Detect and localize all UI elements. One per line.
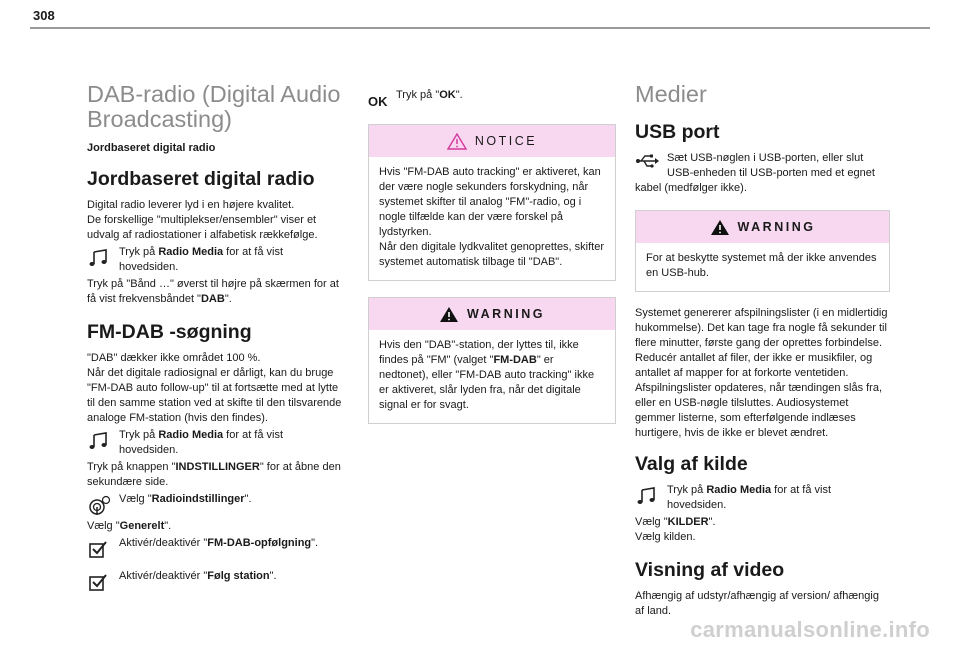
paragraph: Når det digitale radiosignal er dårligt, kan du bruge "FM-DAB auto follow-up" til at fortsætte med at lytte til den samme station ved at skifte til den tilsvarende analoge FM-station (hvis den findes). [87, 367, 342, 424]
warning-title: WARNING [467, 307, 545, 321]
column-media [635, 82, 890, 619]
text: Tryk på knappen " [87, 461, 176, 473]
step-bold: Radio Media [706, 484, 772, 496]
text: ". [224, 293, 232, 305]
column-dab-radio [87, 82, 342, 586]
paragraph: "DAB" dækker ikke området 100 %. [87, 352, 261, 364]
text: Vælg " [635, 516, 668, 528]
paragraph [635, 515, 890, 530]
text: Tryk på "Bånd …" øverst til højre på skærmen for at få vist frekvensbåndet " [87, 278, 339, 305]
column-notes [368, 86, 616, 424]
paragraph: Afspilningslister opdateres, når tændingen slås fra, eller en USB-nøgle tilsluttes. Audiosystemet gemmer listerne, som efterfølgende indlæses hurtigere, hvis de ikke er blevet ændret. [635, 382, 883, 439]
step-text: ". [455, 89, 463, 101]
warning-body [369, 330, 615, 423]
usb-instruction [635, 151, 890, 196]
step-radio-media-2 [87, 428, 342, 458]
music-note-icon [87, 430, 113, 452]
step-follow-station [87, 569, 342, 584]
page-title: DAB-radio (Digital Audio Broadcasting) [87, 81, 341, 132]
text: Vælg " [87, 520, 120, 532]
paragraph: Afhængig af udstyr/afhængig af version/ afhængig af land. [635, 590, 879, 617]
usb-text: Sæt USB-nøglen i USB-porten, eller slut USB-enheden til USB-porten med et egnet kabel (medfølger ikke). [635, 152, 875, 194]
step-text: for at få vist hovedsiden. [119, 429, 284, 456]
warning-header [636, 211, 889, 243]
paragraph: Vælg kilden. [635, 531, 696, 543]
text: " for at åbne den sekundære side. [87, 461, 341, 488]
warning-bold: FM-DAB [493, 354, 537, 366]
checkbox-icon [87, 538, 113, 560]
paragraph: De forskellige "multiplekser/ensembler" viser et udvalg af radiostationer i alfabetisk rækkefølge. [87, 214, 318, 241]
warning-text: Hvis den "DAB"-station, der lyttes til, ikke findes på "FM" (valget " [379, 339, 579, 366]
step-radio-media [87, 245, 342, 275]
notice-text: Hvis "FM-DAB auto tracking" er aktiveret, kan der være nogle sekunders forskydning, når systemet skifter til analog "FM"-radio, og i nogle tilfælde kan der være forskel på lydstyrken. [379, 166, 601, 238]
section-heading-fm-dab: FM-DAB -søgning [87, 321, 252, 343]
warning-title: WARNING [737, 220, 816, 234]
paragraph: Digital radio leverer lyd i en højere kvalitet. [87, 199, 295, 211]
section-heading-usb: USB port [635, 121, 720, 143]
radio-settings-icon [87, 494, 113, 516]
step-bold: Følg station [207, 570, 270, 582]
step-text: Aktivér/deaktivér " [119, 537, 208, 549]
text-bold: DAB [200, 293, 225, 305]
step-text: Tryk på " [396, 89, 440, 101]
notice-box [368, 124, 616, 281]
text: ". [708, 516, 716, 528]
step-text: for at få vist hovedsiden. [119, 246, 284, 273]
paragraph: Reducér antallet af filer, der ikke er musikfiler, og antallet af mapper for at forkorte ventetiden. [635, 352, 873, 379]
notice-body [369, 157, 615, 280]
step-bold: Radioindstillinger [151, 493, 245, 505]
paragraph: Systemet genererer afspilningslister (i en midlertidig hukommelse). Det kan tage fra nogle få sekunder til flere minutter, første gang der oprettes forbindelse. [635, 307, 888, 349]
warning-text: " er nedtonet), eller "FM-DAB auto tracking" ikke er aktiveret, slår lyden fra, når det digitale signal er for svagt. [379, 354, 595, 411]
checkbox-icon [87, 571, 113, 593]
step-text: Aktivér/deaktivér " [119, 570, 208, 582]
step-text: Vælg " [119, 493, 152, 505]
section-heading-source: Valg af kilde [635, 453, 748, 475]
text-bold: Generelt [119, 520, 165, 532]
step-radio-media-3 [635, 483, 890, 513]
text-bold: KILDER [667, 516, 709, 528]
step-text: Tryk på [119, 246, 159, 258]
step-text: ". [244, 493, 252, 505]
warning-body: For at beskytte systemet må der ikke anvendes en USB-hub. [646, 252, 877, 279]
step-bold: Radio Media [158, 246, 224, 258]
paragraph [87, 460, 342, 490]
watermark: carmanualsonline.info [690, 617, 930, 642]
step-fm-dab-followup [87, 536, 342, 551]
music-note-icon [635, 485, 661, 507]
step-bold: FM-DAB-opfølgning [207, 537, 312, 549]
warning-box [368, 297, 616, 424]
step-text: ". [311, 537, 319, 549]
section-subtitle: Jordbaseret digital radio [87, 142, 216, 154]
text-bold: INDSTILLINGER [175, 461, 260, 473]
notice-text: Når den digitale lydkvalitet genoprettes, skifter systemet automatisk tilbage til "DAB". [379, 241, 605, 268]
usb-icon [635, 153, 659, 169]
music-note-icon [87, 247, 113, 269]
section-title-media: Medier [635, 81, 707, 107]
step-radio-settings [87, 492, 342, 507]
step-ok [368, 88, 616, 112]
section-heading-terrestrial: Jordbaseret digital radio [87, 168, 315, 190]
warning-triangle-icon [439, 306, 459, 323]
text: ". [164, 520, 172, 532]
paragraph [87, 277, 342, 307]
step-text: ". [269, 570, 277, 582]
header-rule [30, 27, 930, 29]
ok-icon: OK [368, 94, 388, 109]
warning-header [369, 298, 615, 330]
step-text: Tryk på [119, 429, 159, 441]
notice-header [369, 125, 615, 157]
section-heading-video: Visning af video [635, 559, 785, 581]
step-text: for at få vist hovedsiden. [667, 484, 832, 511]
step-bold: Radio Media [158, 429, 224, 441]
page-number: 308 [33, 8, 55, 23]
step-bold: OK [439, 89, 456, 101]
warning-triangle-icon [710, 219, 730, 236]
warning-box-usb [635, 210, 890, 292]
step-text: Tryk på [667, 484, 707, 496]
paragraph [87, 519, 342, 534]
warning-triangle-icon [447, 133, 467, 150]
notice-title: NOTICE [474, 134, 538, 148]
